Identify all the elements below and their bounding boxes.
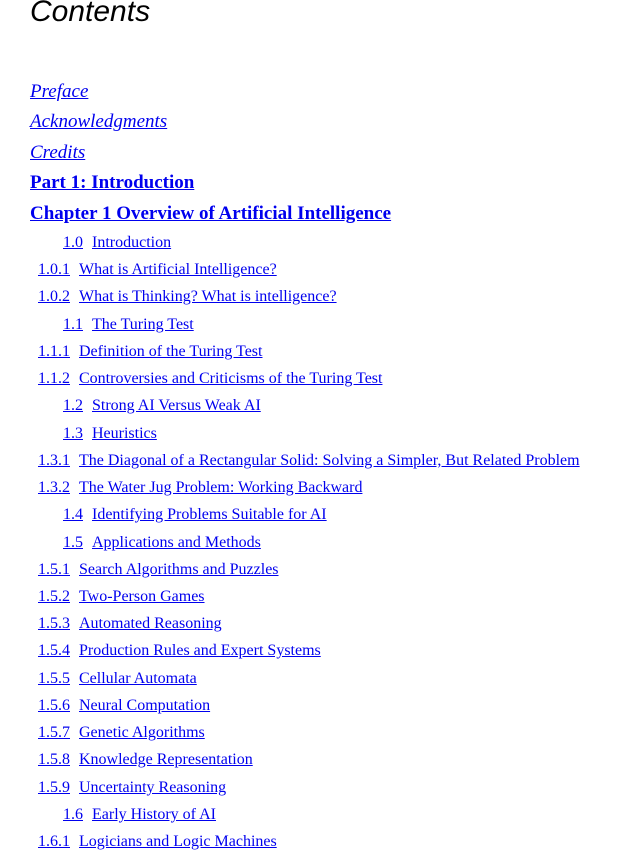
toc-link-1-4[interactable] xyxy=(63,505,327,525)
section-title: The Diagonal of a Rectangular Solid: Solving a Simpler, But Related Problem xyxy=(79,452,580,469)
toc-link-preface[interactable]: Preface xyxy=(30,81,89,102)
toc-link-1-3-1[interactable] xyxy=(38,451,580,471)
section-title: Controversies and Criticisms of the Turing Test xyxy=(79,370,383,387)
section-number: 1.0.2 xyxy=(38,288,70,305)
toc-link-1-0[interactable] xyxy=(63,233,171,253)
section-title: Uncertainty Reasoning xyxy=(79,779,227,796)
section-number: 1.5.2 xyxy=(38,588,70,605)
section-title: Logicians and Logic Machines xyxy=(79,833,277,850)
section-title: Definition of the Turing Test xyxy=(79,343,263,360)
section-title: Automated Reasoning xyxy=(79,615,222,632)
toc-link-1-1-2[interactable] xyxy=(38,369,382,389)
section-number: 1.1.2 xyxy=(38,370,70,387)
toc-link-1-5-6[interactable] xyxy=(38,696,210,716)
toc-link-1-5-4[interactable] xyxy=(38,641,321,661)
section-title: What is Thinking? What is intelligence? xyxy=(79,288,337,305)
toc-link-credits[interactable]: Credits xyxy=(30,142,86,163)
section-number: 1.5 xyxy=(63,534,83,551)
section-number: 1.5.6 xyxy=(38,697,70,714)
toc-link-1-1[interactable] xyxy=(63,315,194,335)
section-title: What is Artificial Intelligence? xyxy=(79,261,277,278)
toc-link-acknowledgments[interactable]: Acknowledgments xyxy=(30,111,168,132)
section-number: 1.5.7 xyxy=(38,724,70,741)
section-number: 1.6 xyxy=(63,806,83,823)
section-number: 1.1.1 xyxy=(38,343,70,360)
section-number: 1.6.1 xyxy=(38,833,70,850)
section-number: 1.5.8 xyxy=(38,751,70,768)
section-number: 1.5.3 xyxy=(38,615,70,632)
section-number: 1.0.1 xyxy=(38,261,70,278)
section-title: Neural Computation xyxy=(79,697,211,714)
toc-link-1-6-1[interactable] xyxy=(38,832,277,852)
section-number: 1.5.1 xyxy=(38,561,70,578)
toc-link-1-5-2[interactable] xyxy=(38,587,205,607)
toc-link-1-5-9[interactable] xyxy=(38,778,226,798)
toc-link-1-0-1[interactable] xyxy=(38,260,277,280)
toc-link-1-5-5[interactable] xyxy=(38,669,197,689)
section-title: Identifying Problems Suitable for AI xyxy=(92,506,327,523)
section-number: 1.3.1 xyxy=(38,452,70,469)
toc-link-part-1[interactable]: Part 1: Introduction xyxy=(30,172,195,193)
section-title: Applications and Methods xyxy=(92,534,261,551)
section-number: 1.3.2 xyxy=(38,479,70,496)
section-title: The Water Jug Problem: Working Backward xyxy=(79,479,363,496)
section-number: 1.4 xyxy=(63,506,83,523)
toc-link-1-0-2[interactable] xyxy=(38,287,337,307)
contents-heading: Contents xyxy=(30,0,151,28)
toc-link-1-3-2[interactable] xyxy=(38,478,362,498)
section-number: 1.5.9 xyxy=(38,779,70,796)
section-title: Two-Person Games xyxy=(79,588,205,605)
toc-link-1-5-1[interactable] xyxy=(38,560,279,580)
toc-link-1-5-7[interactable] xyxy=(38,723,205,743)
section-title: Strong AI Versus Weak AI xyxy=(92,397,261,414)
section-title: Search Algorithms and Puzzles xyxy=(79,561,279,578)
section-title: Introduction xyxy=(92,234,172,251)
section-title: Heuristics xyxy=(92,425,157,442)
toc-link-1-3[interactable] xyxy=(63,424,157,444)
section-number: 1.1 xyxy=(63,316,83,333)
section-title: The Turing Test xyxy=(92,316,194,333)
toc-link-1-5[interactable] xyxy=(63,533,261,553)
section-title: Genetic Algorithms xyxy=(79,724,205,741)
section-title: Early History of AI xyxy=(92,806,216,823)
toc-link-1-1-1[interactable] xyxy=(38,342,262,362)
toc-link-1-6[interactable] xyxy=(63,805,216,825)
toc-link-chapter-1[interactable]: Chapter 1 Overview of Artificial Intelligence xyxy=(30,203,392,224)
section-number: 1.5.5 xyxy=(38,670,70,687)
section-number: 1.0 xyxy=(63,234,83,251)
section-title: Knowledge Representation xyxy=(79,751,253,768)
toc-link-1-2[interactable] xyxy=(63,396,261,416)
section-title: Cellular Automata xyxy=(79,670,197,687)
toc-link-1-5-3[interactable] xyxy=(38,614,222,634)
section-number: 1.3 xyxy=(63,425,83,442)
section-number: 1.5.4 xyxy=(38,642,70,659)
section-number: 1.2 xyxy=(63,397,83,414)
section-title: Production Rules and Expert Systems xyxy=(79,642,321,659)
toc-link-1-5-8[interactable] xyxy=(38,750,253,770)
